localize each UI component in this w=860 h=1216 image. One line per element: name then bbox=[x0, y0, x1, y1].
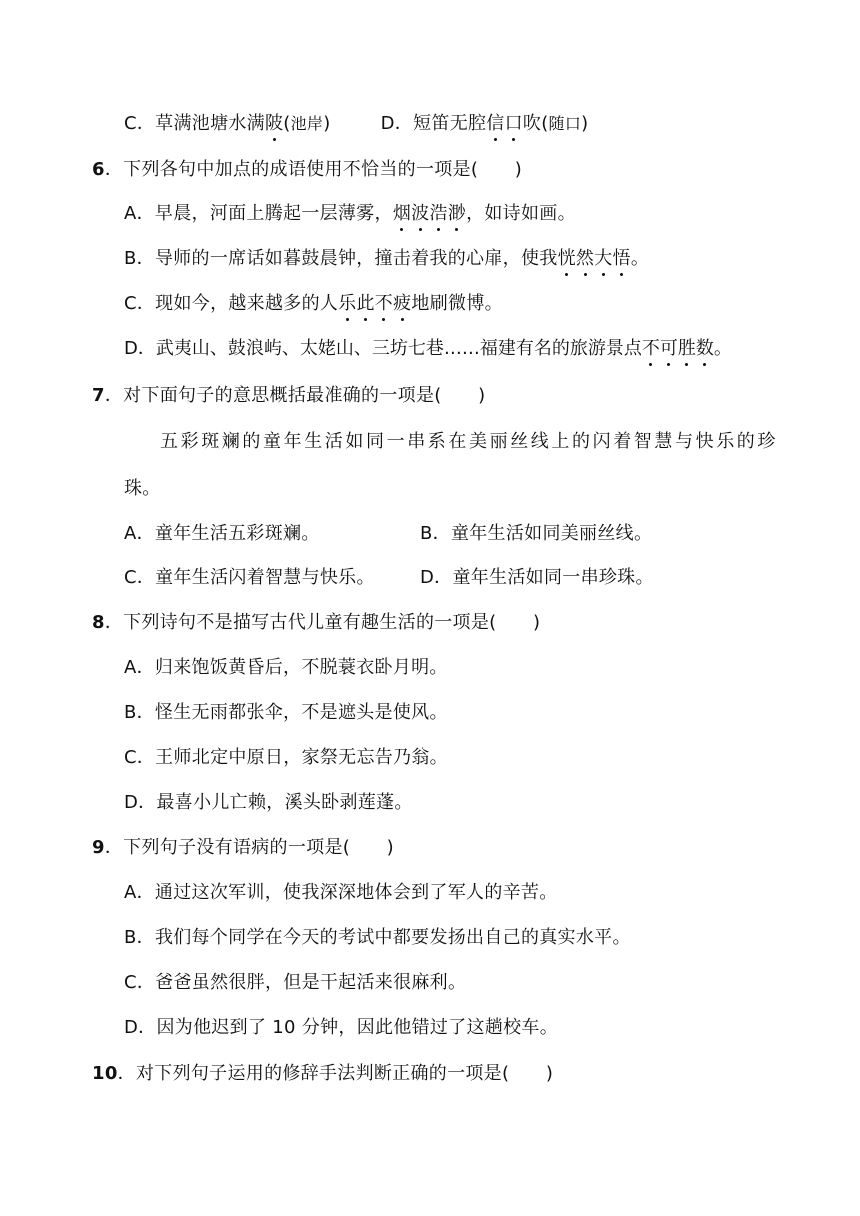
q6-option-b-dotted-1: 恍 bbox=[557, 248, 576, 269]
question-8-sep: ． bbox=[104, 612, 124, 633]
q6-option-a-dotted-4: 渺 bbox=[447, 203, 467, 224]
question-7-stem: 对下面句子的意思概括最准确的一项是( ) bbox=[123, 385, 486, 406]
q8-option-b-text: 怪生无雨都张伞，不是遮头是使风。 bbox=[154, 702, 448, 723]
question-6-stem: 下列各句中加点的成语使用不恰当的一项是( ) bbox=[123, 159, 523, 180]
question-7 bbox=[92, 384, 485, 408]
q6-option-c-pre: 现如今，越来越多的人 bbox=[155, 293, 339, 314]
q5-option-c-paren-close: ) bbox=[323, 113, 331, 134]
q7-options-ab bbox=[124, 522, 320, 546]
q5-options-cd bbox=[124, 112, 588, 136]
q6-option-d-post: 。 bbox=[713, 338, 732, 359]
q7-option-a-text: 童年生活五彩斑斓。 bbox=[154, 523, 320, 544]
q7-option-d-label: D． bbox=[420, 567, 453, 588]
q6-option-d-dotted-1: 不 bbox=[641, 338, 660, 359]
question-8-stem: 下列诗句不是描写古代儿童有趣生活的一项是( ) bbox=[123, 612, 541, 633]
question-10 bbox=[92, 1062, 553, 1086]
question-9 bbox=[92, 836, 394, 860]
q9-option-d-label: D． bbox=[124, 1017, 157, 1038]
q6-option-b-dotted-4: 悟 bbox=[612, 248, 631, 269]
question-8 bbox=[92, 611, 540, 635]
q8-option-c bbox=[124, 746, 448, 770]
q5-option-c-paren-open: ( bbox=[283, 113, 291, 134]
q6-option-b-dotted-3: 大 bbox=[594, 248, 613, 269]
q8-option-b-label: B． bbox=[124, 702, 155, 723]
q5-option-d-text-2: 吹( bbox=[522, 113, 549, 134]
q7-option-c-text: 童年生活闪着智慧与快乐。 bbox=[155, 567, 375, 588]
q6-option-a-dotted-2: 波 bbox=[411, 203, 430, 224]
q6-option-b-post: 。 bbox=[630, 248, 650, 269]
q9-option-d-text: 因为他迟到了 10 分钟，因此他错过了这趟校车。 bbox=[156, 1017, 559, 1038]
q7-option-c-label: C． bbox=[124, 567, 156, 588]
q5-option-d-dotted-char-1: 信 bbox=[486, 113, 505, 134]
question-6-sep: ． bbox=[104, 159, 124, 180]
question-10-stem: 对下列句子运用的修辞手法判断正确的一项是( ) bbox=[135, 1063, 554, 1084]
q6-option-c-label: C． bbox=[124, 293, 156, 314]
q6-option-c-post: 地刷微博。 bbox=[411, 293, 503, 314]
q6-option-c-dotted-4: 疲 bbox=[393, 293, 412, 314]
q6-option-a bbox=[124, 202, 576, 226]
q8-option-b bbox=[124, 701, 448, 725]
q9-option-a-label: A． bbox=[124, 882, 155, 903]
q6-option-d-dotted-4: 数 bbox=[695, 338, 714, 359]
q6-option-d-pre: 武夷山、鼓浪屿、太姥山、三坊七巷……福建有名的旅游景点 bbox=[155, 338, 642, 359]
question-9-sep: ． bbox=[104, 837, 124, 858]
q6-option-b bbox=[124, 247, 649, 271]
q7-quote-line-2: 珠。 bbox=[124, 478, 161, 499]
question-7-number: 7 bbox=[92, 385, 105, 406]
q9-option-a bbox=[124, 881, 558, 905]
q7-option-d bbox=[420, 566, 654, 590]
q6-option-a-label: A． bbox=[124, 203, 155, 224]
q5-option-c-dotted-char: 陂 bbox=[264, 113, 284, 134]
q7-option-b-label: B． bbox=[420, 523, 451, 544]
q8-option-a bbox=[124, 656, 448, 680]
q9-option-b-text: 我们每个同学在今天的考试中都要发扬出自己的真实水平。 bbox=[154, 927, 631, 948]
q9-option-b-label: B． bbox=[124, 927, 155, 948]
q5-option-d-text-1: 短笛无腔 bbox=[413, 113, 487, 134]
q5-option-d-paren-close: ) bbox=[581, 113, 589, 134]
q6-option-a-pre: 早晨，河面上腾起一层薄雾， bbox=[154, 203, 393, 224]
question-6-number: 6 bbox=[92, 159, 105, 180]
q8-option-a-text: 归来饱饭黄昏后，不脱蓑衣卧月明。 bbox=[154, 657, 448, 678]
q9-option-c-label: C． bbox=[124, 972, 156, 993]
q7-option-d-text: 童年生活如同一串珍珠。 bbox=[452, 567, 654, 588]
q5-option-c-label: C． bbox=[124, 113, 156, 134]
q5-option-d-label: D． bbox=[380, 113, 414, 134]
question-7-sep: ． bbox=[104, 385, 124, 406]
q9-option-c bbox=[124, 971, 466, 995]
q7-option-a-label: A． bbox=[124, 523, 155, 544]
q6-option-d-dotted-3: 胜 bbox=[677, 338, 696, 359]
q6-option-a-dotted-3: 浩 bbox=[429, 203, 448, 224]
q7-option-b bbox=[420, 522, 652, 546]
q6-option-a-post: ，如诗如画。 bbox=[466, 203, 576, 224]
q8-option-d-label: D． bbox=[124, 792, 157, 813]
q7-option-c bbox=[124, 566, 375, 590]
q9-option-b bbox=[124, 926, 631, 950]
q5-option-d-dotted-char-2: 口 bbox=[504, 113, 523, 134]
question-9-number: 9 bbox=[92, 837, 105, 858]
q8-option-d bbox=[124, 791, 413, 815]
q6-option-c-dotted-1: 乐 bbox=[338, 293, 357, 314]
question-9-stem: 下列句子没有语病的一项是( ) bbox=[123, 837, 394, 858]
question-10-number: 10 bbox=[92, 1063, 118, 1084]
q5-option-c-note: 池岸 bbox=[290, 114, 324, 133]
q7-option-b-text: 童年生活如同美丽丝线。 bbox=[450, 523, 653, 544]
q9-option-a-text: 通过这次军训，使我深深地体会到了军人的辛苦。 bbox=[154, 882, 558, 903]
q6-option-c bbox=[124, 292, 503, 316]
q8-option-c-text: 王师北定中原日，家祭无忘告乃翁。 bbox=[155, 747, 448, 768]
q6-option-c-dotted-3: 不 bbox=[374, 293, 394, 314]
q8-option-d-text: 最喜小儿亡赖，溪头卧剥莲蓬。 bbox=[156, 792, 413, 813]
q9-option-c-text: 爸爸虽然很胖，但是干起活来很麻利。 bbox=[155, 972, 467, 993]
q6-option-d-dotted-2: 可 bbox=[659, 338, 678, 359]
q6-option-d bbox=[124, 337, 732, 361]
question-8-number: 8 bbox=[92, 612, 105, 633]
q8-option-a-label: A． bbox=[124, 657, 155, 678]
q6-option-b-dotted-2: 然 bbox=[575, 248, 595, 269]
q8-option-c-label: C． bbox=[124, 747, 156, 768]
q7-quote-line-1: 五彩斑斓的童年生活如同一串系在美丽丝线上的闪着智慧与快乐的珍 bbox=[160, 431, 778, 452]
q6-option-d-label: D． bbox=[124, 338, 156, 359]
question-10-sep: ． bbox=[117, 1063, 136, 1084]
q5-option-c-text-1: 草满池塘水满 bbox=[155, 113, 265, 134]
q6-option-b-pre: 导师的一席话如暮鼓晨钟，撞击着我的心扉，使我 bbox=[154, 248, 558, 269]
q6-option-c-dotted-2: 此 bbox=[356, 293, 375, 314]
q9-option-d bbox=[124, 1016, 558, 1040]
q5-option-d-note: 随口 bbox=[548, 114, 582, 133]
q6-option-b-label: B． bbox=[124, 248, 155, 269]
question-6 bbox=[92, 158, 522, 182]
q6-option-a-dotted-1: 烟 bbox=[392, 203, 412, 224]
